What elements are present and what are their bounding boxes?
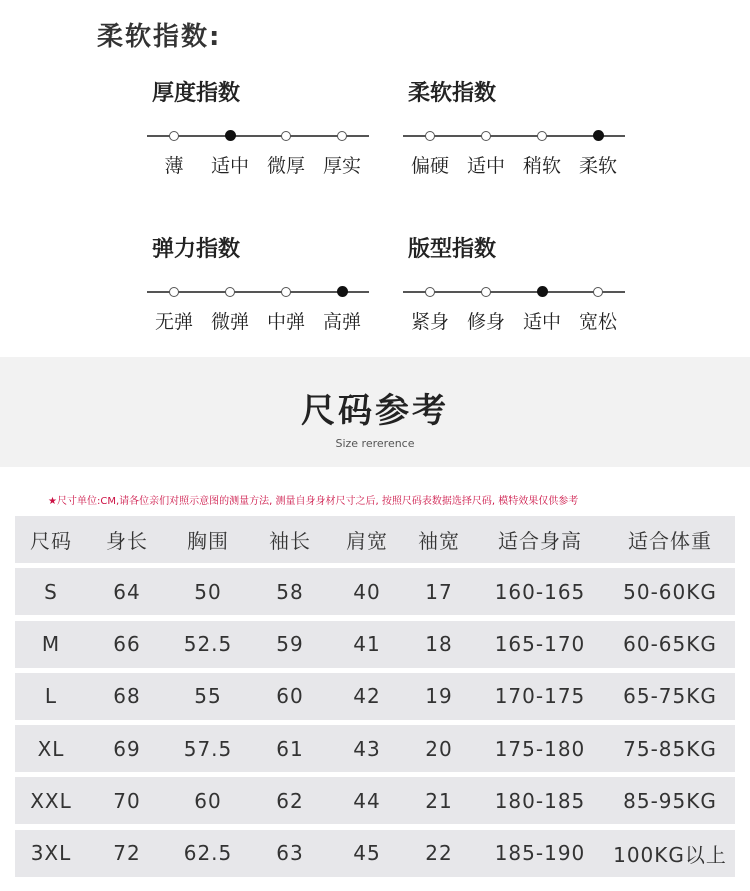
column-header: 肩宽 (346, 529, 388, 553)
index-scale (147, 129, 369, 143)
column-header: 袖宽 (418, 529, 460, 553)
size-note: ★尺寸单位:CM,请各位亲们对照示意图的测量方法, 测量自身身材尺寸之后, 按照尺码表数据选择尺码, 模特效果仅供参考 (48, 496, 579, 507)
table-cell: 62 (276, 788, 304, 813)
table-cell: 61 (276, 736, 304, 761)
scale-label: 中弹 (266, 311, 305, 333)
elasticity-index (147, 232, 377, 335)
column-header: 尺码 (30, 529, 72, 553)
table-cell: 3XL (30, 841, 72, 866)
size-title: 尺码参考 (301, 391, 449, 431)
scale-label: 微弹 (210, 311, 249, 333)
table-cell: 58 (276, 579, 304, 604)
table-header-row (15, 516, 735, 563)
scale-dot-selected (225, 130, 236, 141)
scale-line (403, 291, 625, 293)
softness-index (403, 76, 633, 179)
page-title: 柔软指数: (97, 22, 222, 52)
table-cell: 18 (425, 632, 453, 657)
table-cell: 20 (425, 736, 453, 761)
index-title: 版型指数 (408, 237, 497, 262)
table-cell: 62.5 (183, 841, 233, 866)
table-cell: 68 (113, 684, 141, 709)
table-cell: M (41, 632, 61, 657)
size-subtitle: Size rererence (335, 437, 415, 450)
column-header: 胸围 (187, 529, 229, 553)
table-row (15, 621, 735, 668)
index-title: 厚度指数 (152, 81, 241, 106)
scale-dot (169, 131, 179, 141)
thickness-index (147, 76, 377, 179)
scale-dot (425, 131, 435, 141)
index-labels (147, 307, 377, 335)
table-cell: XXL (30, 788, 72, 813)
scale-dot (225, 287, 235, 297)
index-scale (403, 285, 625, 299)
scale-label: 紧身 (410, 311, 449, 333)
scale-dot (425, 287, 435, 297)
table-cell: 40 (353, 579, 381, 604)
table-row (15, 830, 735, 877)
table-cell: 60 (276, 684, 304, 709)
table-cell: 50-60KG (623, 579, 717, 604)
table-cell: 50 (194, 579, 222, 604)
scale-dot (281, 131, 291, 141)
table-cell: 165-170 (494, 632, 586, 657)
table-row (15, 777, 735, 824)
table-row (15, 725, 735, 772)
index-scale (147, 285, 369, 299)
table-cell: 57.5 (183, 736, 233, 761)
scale-dot (593, 287, 603, 297)
table-cell: 64 (113, 579, 141, 604)
scale-label: 无弹 (154, 311, 193, 333)
table-cell: 43 (353, 736, 381, 761)
scale-dot (169, 287, 179, 297)
scale-label: 高弹 (322, 311, 361, 333)
index-scale (403, 129, 625, 143)
index-labels (403, 307, 633, 335)
scale-dot (337, 131, 347, 141)
table-row (15, 568, 735, 615)
table-cell: 70 (113, 788, 141, 813)
table-cell: 65-75KG (623, 684, 717, 709)
table-cell: 69 (113, 736, 141, 761)
table-cell: 44 (353, 788, 381, 813)
table-cell: 72 (113, 841, 141, 866)
size-table (15, 516, 735, 882)
table-cell: 42 (353, 684, 381, 709)
table-cell: 19 (425, 684, 453, 709)
scale-label: 适中 (210, 155, 249, 177)
table-cell: 60 (194, 788, 222, 813)
scale-label: 厚实 (322, 155, 361, 177)
scale-label: 适中 (522, 311, 561, 333)
scale-label: 微厚 (266, 155, 305, 177)
table-cell: 175-180 (494, 736, 586, 761)
scale-label: 宽松 (578, 311, 617, 333)
table-cell: 60-65KG (623, 632, 717, 657)
table-cell: 41 (353, 632, 381, 657)
index-labels (403, 151, 633, 179)
scale-label: 稍软 (522, 155, 561, 177)
table-cell: 180-185 (494, 788, 586, 813)
table-cell: 100KG以上 (613, 842, 727, 867)
table-cell: 85-95KG (623, 788, 717, 813)
scale-dot (481, 287, 491, 297)
scale-dot (537, 131, 547, 141)
column-header: 适合身高 (498, 529, 582, 553)
table-cell: 160-165 (494, 579, 586, 604)
table-cell: 185-190 (494, 841, 586, 866)
column-header: 适合体重 (628, 529, 712, 553)
column-header: 袖长 (269, 529, 311, 553)
table-row (15, 673, 735, 720)
scale-label: 柔软 (578, 155, 617, 177)
fit-index (403, 232, 633, 335)
table-cell: 55 (194, 684, 222, 709)
scale-label: 修身 (466, 311, 505, 333)
table-cell: 63 (276, 841, 304, 866)
table-cell: 52.5 (183, 632, 233, 657)
index-labels (147, 151, 377, 179)
table-cell: 17 (425, 579, 453, 604)
table-cell: 75-85KG (623, 736, 717, 761)
index-title: 弹力指数 (152, 237, 241, 262)
scale-line (403, 135, 625, 137)
column-header: 身长 (106, 529, 148, 553)
table-cell: 21 (425, 788, 453, 813)
table-cell: 66 (113, 632, 141, 657)
scale-dot-selected (593, 130, 604, 141)
table-cell: L (44, 684, 58, 709)
table-cell: 45 (353, 841, 381, 866)
table-cell: XL (37, 736, 65, 761)
scale-label: 偏硬 (410, 155, 449, 177)
scale-line (147, 291, 369, 293)
scale-dot-selected (337, 286, 348, 297)
scale-line (147, 135, 369, 137)
scale-label: 适中 (466, 155, 505, 177)
table-cell: S (44, 579, 58, 604)
scale-dot (281, 287, 291, 297)
table-cell: 59 (276, 632, 304, 657)
scale-dot (481, 131, 491, 141)
scale-label: 薄 (164, 155, 184, 177)
scale-dot-selected (537, 286, 548, 297)
table-cell: 170-175 (494, 684, 586, 709)
table-cell: 22 (425, 841, 453, 866)
index-title: 柔软指数 (408, 81, 497, 106)
